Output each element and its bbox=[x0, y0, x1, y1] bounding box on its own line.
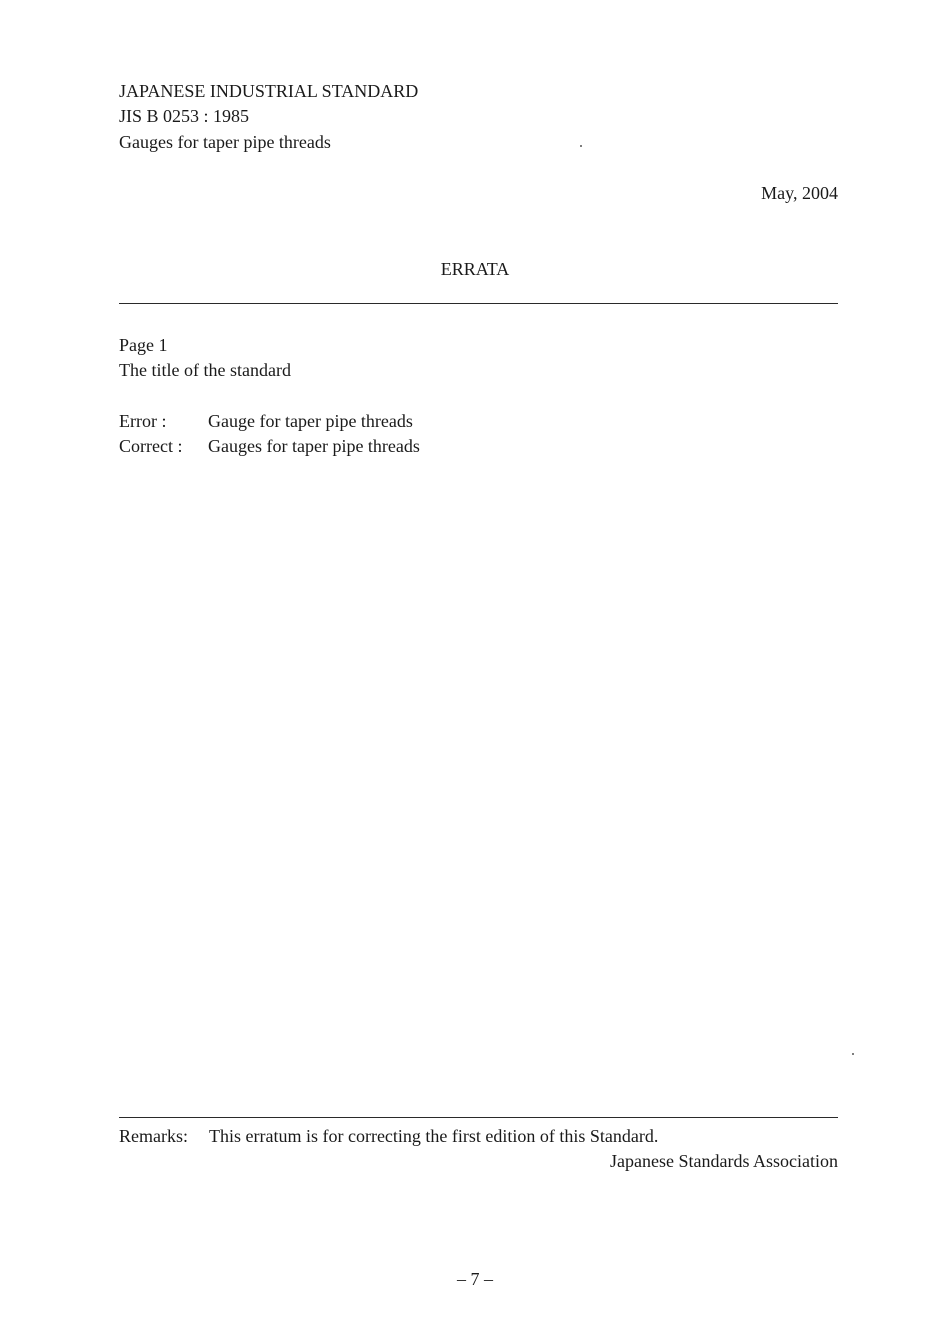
standard-number: JIS B 0253 : 1985 bbox=[119, 106, 250, 126]
error-label: Error : bbox=[119, 411, 167, 431]
standard-type: JAPANESE INDUSTRIAL STANDARD bbox=[119, 81, 419, 101]
correct-value: Gauges for taper pipe threads bbox=[208, 436, 420, 456]
bottom-divider bbox=[119, 1117, 838, 1118]
correct-label: Correct : bbox=[119, 436, 183, 456]
scan-speck bbox=[580, 145, 582, 147]
issuer-name: Japanese Standards Association bbox=[610, 1151, 838, 1171]
section-title: ERRATA bbox=[440, 259, 510, 279]
top-divider bbox=[119, 303, 838, 304]
scan-speck bbox=[852, 1053, 854, 1055]
remarks-label: Remarks: bbox=[119, 1126, 188, 1146]
remarks-text: This erratum is for correcting the first edition of this Standard. bbox=[209, 1126, 659, 1146]
page-number: – 7 – bbox=[457, 1269, 493, 1289]
page-reference: Page 1 bbox=[119, 335, 168, 355]
errata-date: May, 2004 bbox=[761, 183, 838, 203]
standard-title: Gauges for taper pipe threads bbox=[119, 132, 331, 152]
correction-location: The title of the standard bbox=[119, 360, 291, 380]
error-value: Gauge for taper pipe threads bbox=[208, 411, 413, 431]
